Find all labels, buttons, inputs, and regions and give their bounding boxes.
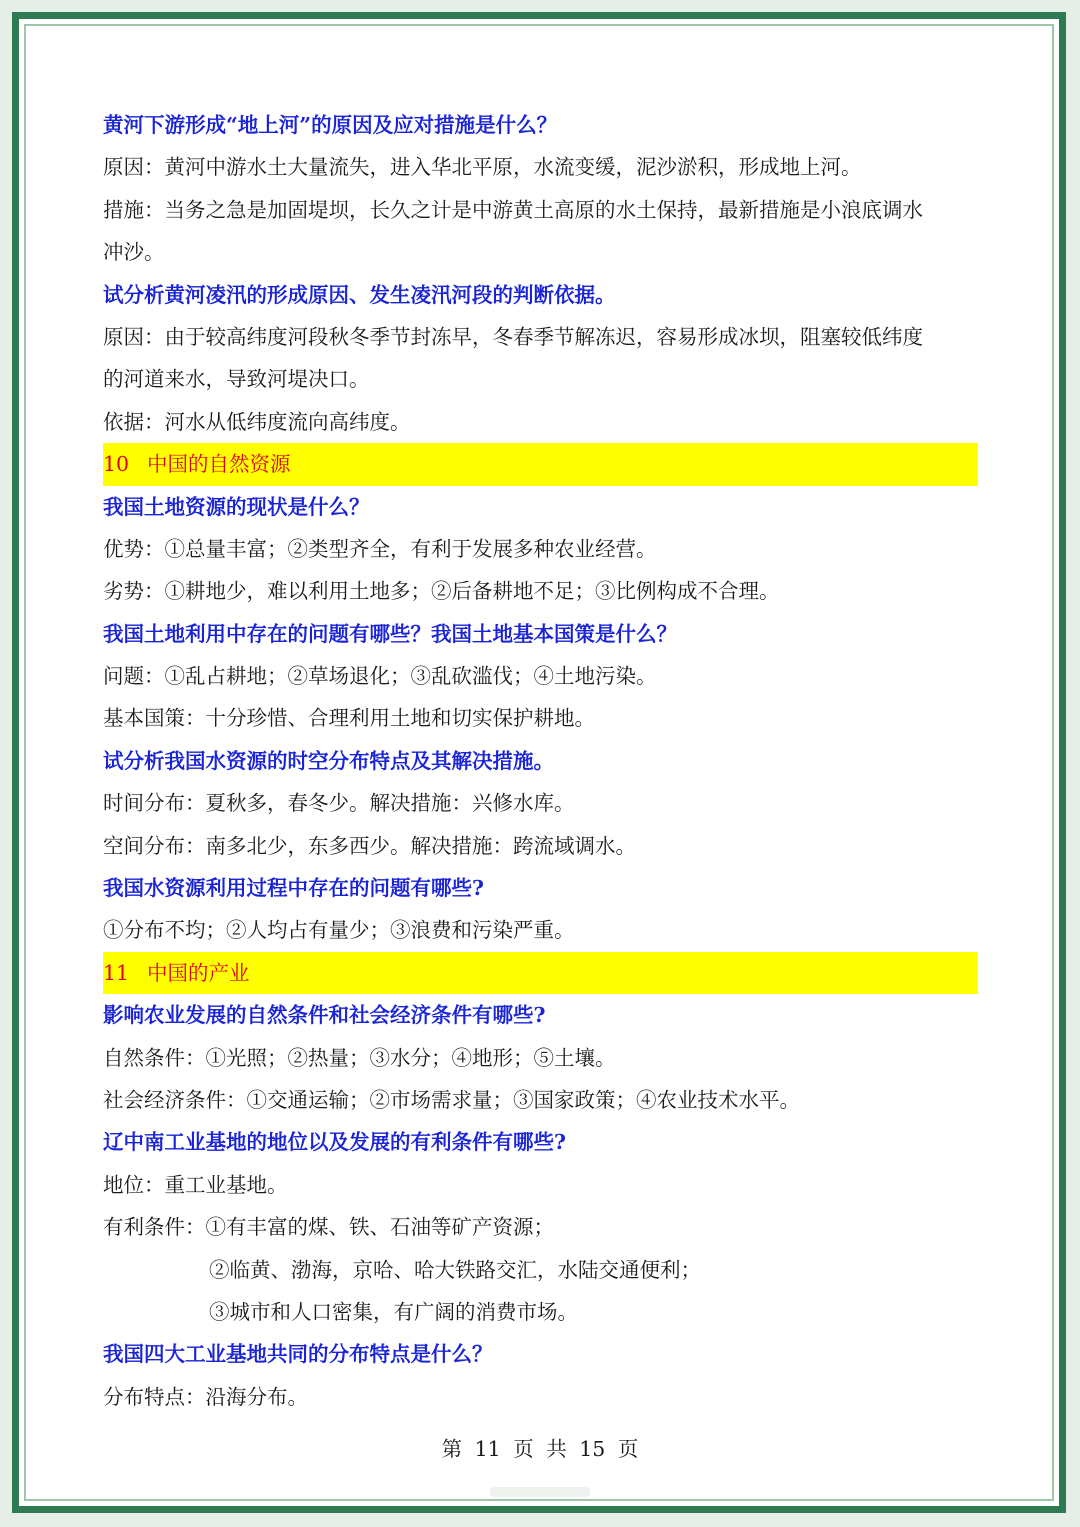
question-line: 辽中南工业基地的地位以及发展的有利条件有哪些? xyxy=(103,1130,567,1155)
question-line: 影响农业发展的自然条件和社会经济条件有哪些? xyxy=(103,1003,546,1028)
answer-line: 的河道来水，导致河堤决口。 xyxy=(103,367,370,392)
answer-line: 自然条件：①光照；②热量；③水分；④地形；⑤土壤。 xyxy=(103,1045,616,1070)
question-line: 我国四大工业基地共同的分布特点是什么？ xyxy=(103,1342,493,1367)
answer-line: 问题：①乱占耕地；②草场退化；③乱砍滥伐；④土地污染。 xyxy=(103,664,657,689)
answer-line: 基本国策：十分珍惜、合理利用土地和切实保护耕地。 xyxy=(103,706,595,731)
question-line: 试分析黄河凌汛的形成原因、发生凌汛河段的判断依据。 xyxy=(103,282,616,307)
answer-line: 原因：由于较高纬度河段秋冬季节封冻早，冬春季节解冻迟，容易形成冰坝，阻塞较低纬度 xyxy=(103,324,923,349)
question-line: 我国水资源利用过程中存在的问题有哪些? xyxy=(103,876,485,901)
section-number: 10 xyxy=(103,452,130,477)
section-heading xyxy=(103,443,978,485)
page-number: 第 11 页 共 15 页 xyxy=(441,1437,639,1461)
answer-line: 社会经济条件：①交通运输；②市场需求量；③国家政策；④农业技术水平。 xyxy=(103,1087,800,1112)
answer-line: ①分布不均；②人均占有量少；③浪费和污染严重。 xyxy=(103,918,575,943)
answer-line-indented: ③城市和人口密集，有广阔的消费市场。 xyxy=(209,1299,578,1324)
answer-line: 分布特点：沿海分布。 xyxy=(103,1384,308,1409)
answer-line: 原因：黄河中游水土大量流失，进入华北平原，水流变缓，泥沙淤积，形成地上河。 xyxy=(103,155,862,180)
section-title: 中国的自然资源 xyxy=(147,452,291,477)
answer-line: 优势：①总量丰富；②类型齐全，有利于发展多种农业经营。 xyxy=(103,536,657,561)
document-content xyxy=(103,104,978,1418)
answer-line: 冲沙。 xyxy=(103,240,165,265)
question-line: 黄河下游形成“地上河”的原因及应对措施是什么？ xyxy=(103,113,558,137)
answer-line: 依据：河水从低纬度流向高纬度。 xyxy=(103,409,411,434)
answer-line: 措施：当务之急是加固堤坝，长久之计是中游黄土高原的水土保持，最新措施是小浪底调水 xyxy=(103,197,923,222)
faint-watermark xyxy=(490,1487,590,1497)
section-title: 中国的产业 xyxy=(147,960,250,985)
question-line: 我国土地资源的现状是什么？ xyxy=(103,494,370,519)
answer-line-indented: ②临黄、渤海，京哈、哈大铁路交汇，水陆交通便利； xyxy=(209,1257,701,1282)
section-number: 11 xyxy=(103,960,130,985)
answer-line: 劣势：①耕地少，难以利用土地多；②后备耕地不足；③比例构成不合理。 xyxy=(103,579,780,604)
answer-line: 地位：重工业基地。 xyxy=(103,1172,288,1197)
section-heading xyxy=(103,952,978,994)
answer-line: 空间分布：南多北少，东多西少。解决措施：跨流域调水。 xyxy=(103,833,636,858)
question-line: 我国土地利用中存在的问题有哪些？我国土地基本国策是什么？ xyxy=(103,621,677,646)
answer-line: 时间分布：夏秋多，春冬少。解决措施：兴修水库。 xyxy=(103,791,575,816)
question-line: 试分析我国水资源的时空分布特点及其解决措施。 xyxy=(103,748,554,773)
answer-line: 有利条件：①有丰富的煤、铁、石油等矿产资源； xyxy=(103,1215,554,1240)
